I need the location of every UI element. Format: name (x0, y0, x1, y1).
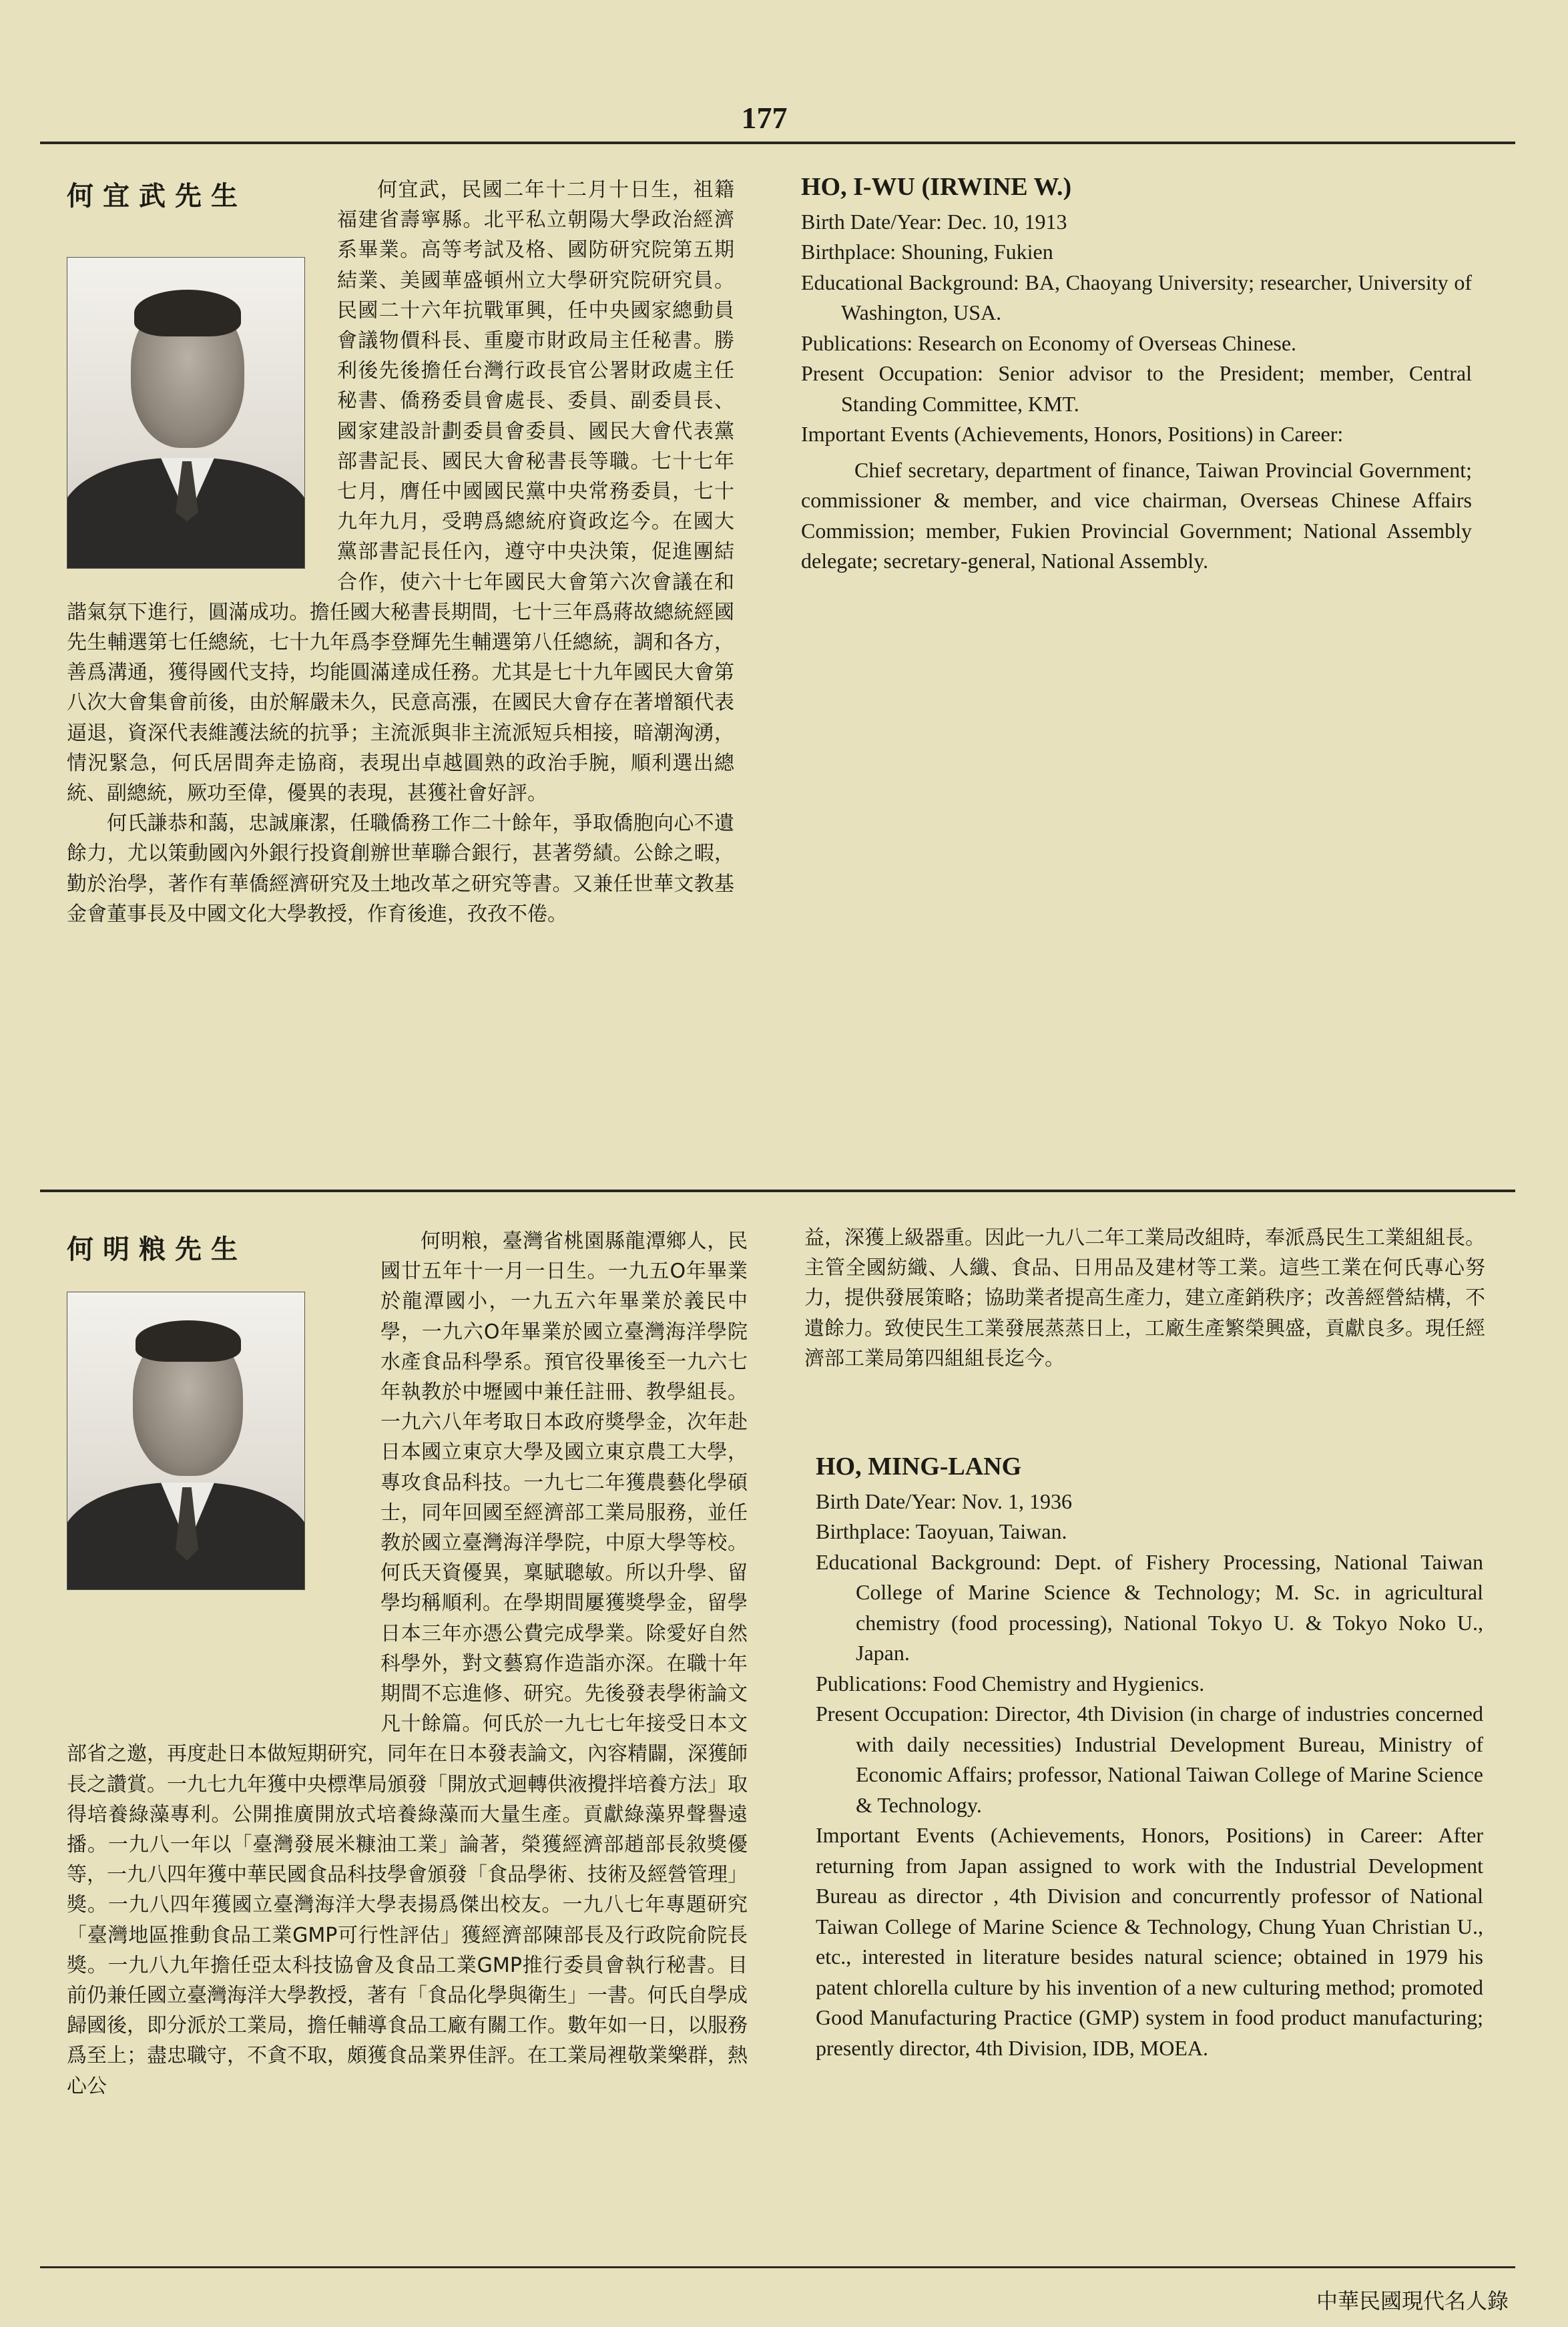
entry2-publications: Publications: Food Chemistry and Hygienics. (816, 1671, 1205, 1696)
entry2-bio-zh-p1: 何明粮，臺灣省桃園縣龍潭鄉人，民國廿五年十一月一日生。一九五O年畢業於龍潭國小，一九五六年畢業於義民中學，一九六O年畢業於國立臺灣海洋學院水產食品科學系。預官役畢後至一九六七年執教於中壢國中兼任註冊、教學組長。一九六八年考取日本政府獎學金，次年赴日本國立東京大學及國立東京農工大學，專攻食品科技。一九七二年獲農藝化學碩士，同年回國至經濟部工業局服務，並任教於國立臺灣海洋學院，中原大學等校。何氏天資優異，稟賦聰敏。所以升學、留學均稱順利。在學期間屢獲獎學金，留學日本三年亦憑公費完成學業。除愛好自然科學外，對文藝寫作造詣亦深。在職十年期間不忘進修、研究。先後發表學術論文凡十餘篇。何氏於一九七七年接受日本文部省之邀，再度赴日本做短期研究，同年在日本發表論文，內容精闢，深獲師長之讚賞。一九七九年獲中央標準局頒發「開放式迴轉供液攪拌培養方法」取得培養綠藻專利。公開推廣開放式培養綠藻而大量生產。貢獻綠藻界聲譽遠播。一九八一年以「臺灣發展米糠油工業」論著，榮獲經濟部趙部長敘獎優等，一九八四年獲中華民國食品科技學會頒發「食品學術、技術及經營管理」獎。一九八四年獲國立臺灣海洋大學表揚爲傑出校友。一九八七年專題研究「臺灣地區推動食品工業GMP可行性評估」獲經濟部陳部長及行政院俞院長獎。一九八九年擔任亞太科技協會及食品工業GMP推行委員會執行秘書。目前仍兼任國立臺灣海洋大學教授，著有「食品化學與衛生」一書。何氏自學成歸國後，即分派於工業局，擔任輔導食品工廠有關工作。數年如一日，以服務爲至上；盡忠職守，不貪不取，頗獲食品業界佳評。在工業局裡敬業樂群，熱心公 (67, 1230, 748, 2098)
entry1-bio-zh-p1: 何宜武，民國二年十二月十日生，祖籍福建省壽寧縣。北平私立朝陽大學政治經濟系畢業。高等考試及格、國防研究院第五期結業、美國華盛頓州立大學研究院研究員。民國二十六年抗戰軍興，任中央國家總動員會議物價科長、重慶市財政局主任秘書。勝利後先後擔任台灣行政長官公署財政處主任秘書、僑務委員會處長、委員、副委員長、國家建設計劃委員會委員、國民大會代表黨部書記長、國民大會秘書長等職。七十七年七月，膺任中國國民黨中央常務委員，七十九年九月，受聘爲總統府資政迄今。在國大黨部書記長任內，遵守中央決策，促進團結合作，使六十七年國民大會第六次會議在和諧氣氛下進行，圓滿成功。擔任國大秘書長期間，七十三年爲蔣故總統經國先生輔選第七任總統，七十九年爲李登輝先生輔選第八任總統，調和各方，善爲溝通，獲得國代支持，均能圓滿達成任務。尤其是七十九年國民大會第八次大會集會前後，由於解嚴未久，民意高漲，在國民大會存在著增額代表逼退，資深代表維護法統的抗爭；主流派與非主流派短兵相接，暗潮洶湧，情況緊急，何氏居間奔走協商，表現出卓越圓熟的政治手腕，順利選出總統、副總統，厥功至偉，優異的表現，甚獲社會好評。 (67, 178, 734, 806)
entry2-en-block (816, 1452, 1483, 2063)
entry1-name-zh: 何宜武先生 (67, 181, 247, 212)
entry1-bio-zh-p2: 何氏謙恭和藹，忠誠廉潔，任職僑務工作二十餘年，爭取僑胞向心不遺餘力，尤以策動國內外銀行投資創辦世華聯合銀行，甚著勞績。公餘之暇，勤於治學，著作有華僑經濟研究及土地改革之研究等書。又兼任世華文教基金會董事長及中國文化大學教授，作育後進，孜孜不倦。 (67, 812, 734, 926)
entry1-bio-zh-top (67, 175, 734, 1116)
bottom-rule (40, 2266, 1515, 2268)
entry1-occupation: Present Occupation: Senior advisor to the President; member, Central Standing Committee, KMT. (801, 361, 1472, 416)
entry1-birth-date: Birth Date/Year: Dec. 10, 1913 (801, 209, 1067, 234)
entry2-name-en: HO, MING-LANG (816, 1453, 1022, 1481)
page-number: 177 (741, 101, 788, 135)
entry1-publications: Publications: Research on Economy of Overseas Chinese. (801, 330, 1297, 355)
entry2-career: Important Events (Achievements, Honors, Positions) in Career: After returning from Japan assigned to work with the Industrial Development Bureau as director , 4th Division and concurrently professor of National Taiwan College of Marine Science & Technology, Chung Yuan Christian U., etc., interested in literature besides natural science; obtained in 1979 his patent chlorella culture by his invention of a new culturing method; promoted Good Manufacturing Practice (GMP) system in food product manufacturing; presently director, 4th Division, IDB, MOEA. (816, 1823, 1483, 2060)
entry2-education: Educational Background: Dept. of Fishery Processing, National Taiwan College of Marine Science & Technology; M. Sc. in agricultural chemistry (food processing), National Tokyo U. & Tokyo Noko U., Japan. (816, 1549, 1483, 1665)
entry1-birthplace: Birthplace: Shouning, Fukien (801, 240, 1053, 264)
entry2-bio-zh-cont: 益，深獲上級器重。因此一九八二年工業局改組時，奉派爲民生工業組組長。主管全國紡織、人纖、食品、日用品及建材等工業。這些工業在何氏專心努力，提供發展策略；協助業者提高生產力，建立產銷秩序；改善經營結構，不遺餘力。致使民生工業發展蒸蒸日上，工廠生產繁榮興盛，貢獻良多。現任經濟部工業局第四組組長迄今。 (804, 1226, 1485, 1370)
entry2-bio-zh (67, 1226, 748, 2274)
entry1-education: Educational Background: BA, Chaoyang University; researcher, University of Washington, USA. (801, 270, 1472, 324)
entry2-occupation: Present Occupation: Director, 4th Division (in charge of industries concerned with daily necessities) Industrial Development Bureau, Ministry of Economic Affairs; professor, National Taiwan College of Marine Science & Technology. (816, 1702, 1483, 1817)
entry1-events-label: Important Events (Achievements, Honors, Positions) in Career: (801, 422, 1344, 446)
top-rule (40, 142, 1515, 144)
footer-book-title: 中華民國現代名人錄 (1316, 2288, 1509, 2314)
entry2-birth-date: Birth Date/Year: Nov. 1, 1936 (816, 1489, 1072, 1513)
middle-rule (40, 1190, 1515, 1192)
entry1-name-en: HO, I-WU (IRWINE W.) (801, 173, 1072, 201)
entry2-name-zh: 何明粮先生 (67, 1234, 247, 1265)
entry1-career: Chief secretary, department of finance, Taiwan Provincial Government; commissioner & member, and vice chairman, Overseas Chinese Affairs Commission; member, Fukien Provincial Government; National Assembly delegate; secretary-general, National Assembly. (801, 457, 1472, 573)
entry1-en-block (801, 172, 1472, 577)
entry2-birthplace: Birthplace: Taoyuan, Taiwan. (816, 1519, 1067, 1543)
